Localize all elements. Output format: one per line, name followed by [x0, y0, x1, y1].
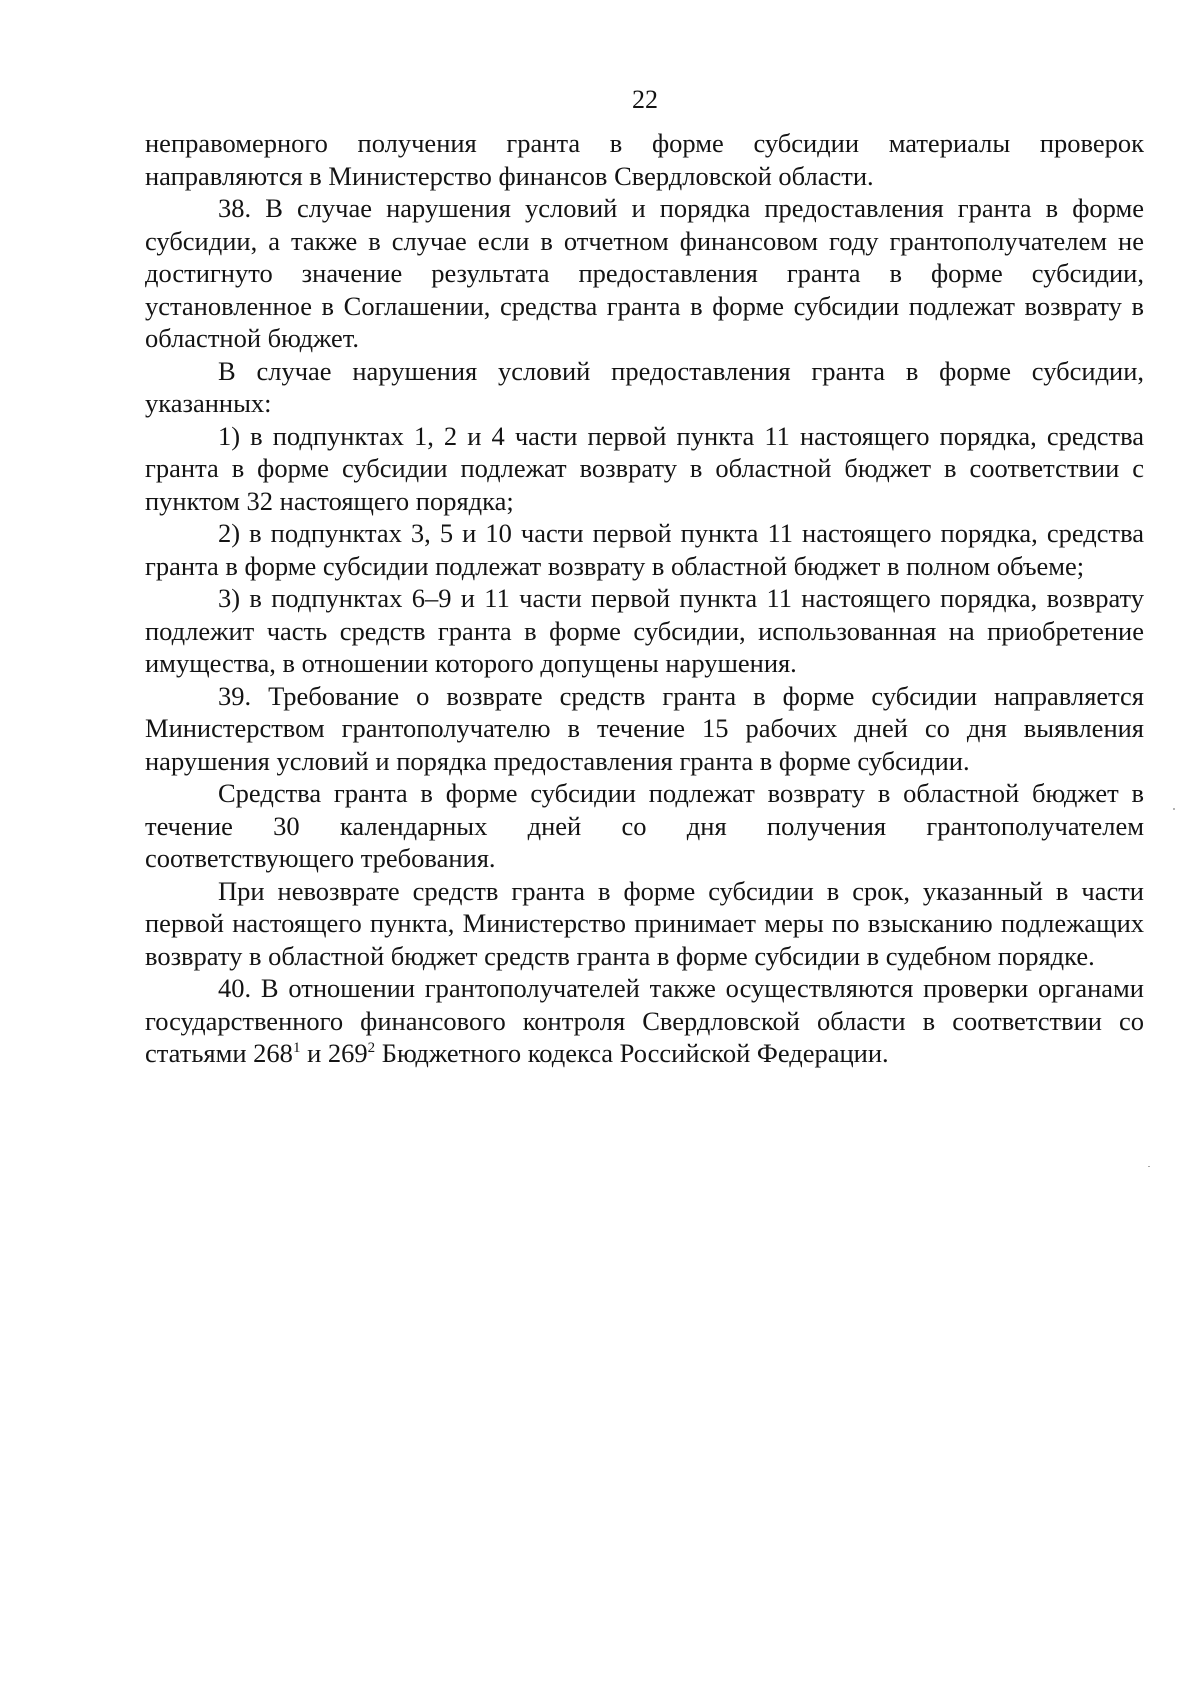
- paragraph-violation-intro: В случае нарушения условий предоставления гранта в форме субсидии, указанных:: [145, 355, 1144, 418]
- list-item-1: 1) в подпунктах 1, 2 и 4 части первой пункта 11 настоящего порядка, средства гранта в форме субсидии подлежат возврату в областной бюджет в соответствии с пунктом 32 настоящего порядка;: [145, 420, 1144, 516]
- scan-speck: [1173, 808, 1175, 810]
- paragraph-refund-term: [145, 777, 1144, 875]
- superscript-1: 1: [292, 1040, 301, 1056]
- list-item-2: 2) в подпунктах 3, 5 и 10 части первой пункта 11 настоящего порядка, средства гранта в форме субсидии подлежат возврату в областной бюджет в полном объеме;: [145, 518, 1144, 581]
- document-body: [145, 127, 1144, 1070]
- item-40-text-start: 40. В отношении грантополучателей также осуществляются проверки органами государственного финансового контроля Свердловской области в соответствии со статьями 268: [145, 973, 1144, 1068]
- scan-speck: [1148, 1166, 1150, 1167]
- paragraph-refund-term-line-2: течение 30 календарных дней со дня получения грантополучателем: [145, 810, 1144, 841]
- paragraph-refund-term-line-1: Средства гранта в форме субсидии подлежат возврату в областной бюджет в: [218, 778, 1144, 808]
- paragraph-non-return: При невозврате средств гранта в форме субсидии в срок, указанный в части первой настоящего пункта, Министерство принимает меры по взысканию подлежащих возврату в областной бюджет средств гранта в форме субсидии в судебном порядке.: [145, 875, 1144, 971]
- list-item-3: 3) в подпунктах 6–9 и 11 части первой пункта 11 настоящего порядка, возврату подлежит часть средств гранта в форме субсидии, использованная на приобретение имущества, в отношении которого допущены нарушения.: [145, 583, 1144, 678]
- item-40-text-end: Бюджетного кодекса Российской Федерации.: [375, 1038, 889, 1068]
- paragraph-continuation: неправомерного получения гранта в форме субсидии материалы проверок направляются в Министерство финансов Свердловской области.: [145, 128, 1144, 191]
- paragraph-item-38: 38. В случае нарушения условий и порядка предоставления гранта в форме субсидии, а также в случае если в отчетном финансовом году грантополучателем не достигнуто значение результата предоставления гранта в форме субсидии, установленное в Соглашении, средства гранта в форме субсидии подлежат возврату в областной бюджет.: [145, 193, 1144, 353]
- item-40-text-mid: и 269: [300, 1038, 368, 1068]
- paragraph-item-39: 39. Требование о возврате средств гранта в форме субсидии направляется Министерством грантополучателю в течение 15 рабочих дней со дня выявления нарушения условий и порядка предоставления гранта в форме субсидии.: [145, 680, 1144, 776]
- superscript-2: 2: [367, 1040, 376, 1056]
- paragraph-refund-term-line-3: соответствующего требования.: [145, 843, 496, 873]
- page-number: 22: [632, 85, 658, 114]
- paragraph-item-40: [145, 972, 1144, 1070]
